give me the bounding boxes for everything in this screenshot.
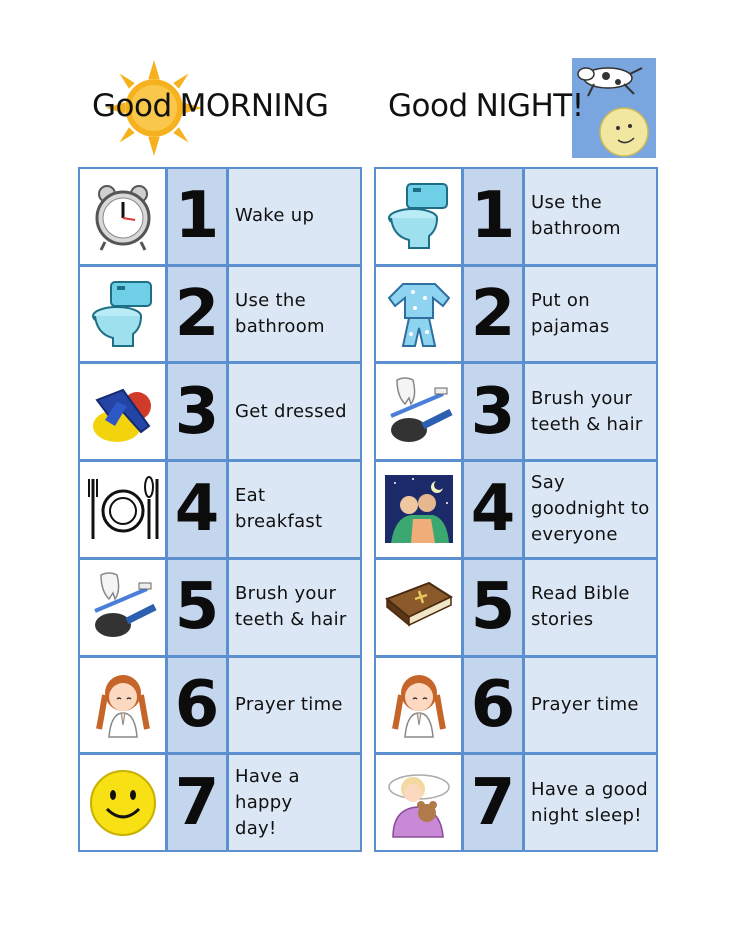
night-row2-picture <box>376 267 461 362</box>
toilet-icon <box>383 180 455 252</box>
praying-girl-icon <box>383 669 455 741</box>
morning-title <box>92 88 328 124</box>
tooth-brush-icon <box>87 571 159 643</box>
bible-icon <box>383 571 455 643</box>
morning-row6-number: 6 <box>168 658 226 753</box>
alarm-clock-icon <box>87 180 159 252</box>
morning-row2-label: Use the bathroom <box>229 267 360 362</box>
night-row7-picture <box>376 755 461 850</box>
morning-row1-number: 1 <box>168 169 226 264</box>
morning-row4-label: Eat breakfast <box>229 462 360 557</box>
night-row4-label: Say goodnight to everyone <box>525 462 656 557</box>
smiley-face-icon <box>87 767 159 839</box>
night-title-night: NIGHT! <box>475 88 584 124</box>
night-row3-label: Brush your teeth & hair <box>525 364 656 459</box>
night-row6-number: 6 <box>464 658 522 753</box>
night-row3-picture <box>376 364 461 459</box>
morning-row5-picture <box>80 560 165 655</box>
tooth-brush-icon <box>383 376 455 448</box>
night-row2-label: Put on pajamas <box>525 267 656 362</box>
morning-row2-number: 2 <box>168 267 226 362</box>
hug-icon <box>383 473 455 545</box>
night-row7-number: 7 <box>464 755 522 850</box>
night-row5-picture <box>376 560 461 655</box>
morning-row4-number: 4 <box>168 462 226 557</box>
night-row1-number: 1 <box>464 169 522 264</box>
night-row6-label: Prayer time <box>525 658 656 753</box>
place-setting-icon <box>87 473 159 545</box>
night-row4-number: 4 <box>464 462 522 557</box>
toilet-icon <box>87 278 159 350</box>
morning-row5-label: Brush your teeth & hair <box>229 560 360 655</box>
morning-row7-label: Have a happy day! <box>229 755 360 850</box>
night-row5-label: Read Bible stories <box>525 560 656 655</box>
morning-row7-number: 7 <box>168 755 226 850</box>
morning-row6-label: Prayer time <box>229 658 360 753</box>
morning-row5-number: 5 <box>168 560 226 655</box>
morning-row3-label: Get dressed <box>229 364 360 459</box>
morning-row7-picture <box>80 755 165 850</box>
night-row2-number: 2 <box>464 267 522 362</box>
clothes-icon <box>87 376 159 448</box>
morning-row3-picture <box>80 364 165 459</box>
morning-row3-number: 3 <box>168 364 226 459</box>
morning-title-morning: MORNING <box>179 88 329 124</box>
morning-row1-label: Wake up <box>229 169 360 264</box>
night-row5-number: 5 <box>464 560 522 655</box>
night-row1-label: Use the bathroom <box>525 169 656 264</box>
night-row7-label: Have a good night sleep! <box>525 755 656 850</box>
night-title-good: Good <box>388 88 468 124</box>
night-title <box>388 88 584 124</box>
pajamas-icon <box>383 278 455 350</box>
night-row1-picture <box>376 169 461 264</box>
night-routine-chart <box>374 167 658 852</box>
night-row3-number: 3 <box>464 364 522 459</box>
praying-girl-icon <box>87 669 159 741</box>
sleeping-child-icon <box>383 767 455 839</box>
morning-routine-chart <box>78 167 362 852</box>
morning-row6-picture <box>80 658 165 753</box>
night-row6-picture <box>376 658 461 753</box>
night-row4-picture <box>376 462 461 557</box>
morning-row1-picture <box>80 169 165 264</box>
morning-row4-picture <box>80 462 165 557</box>
morning-row2-picture <box>80 267 165 362</box>
morning-title-good: Good <box>92 88 172 124</box>
